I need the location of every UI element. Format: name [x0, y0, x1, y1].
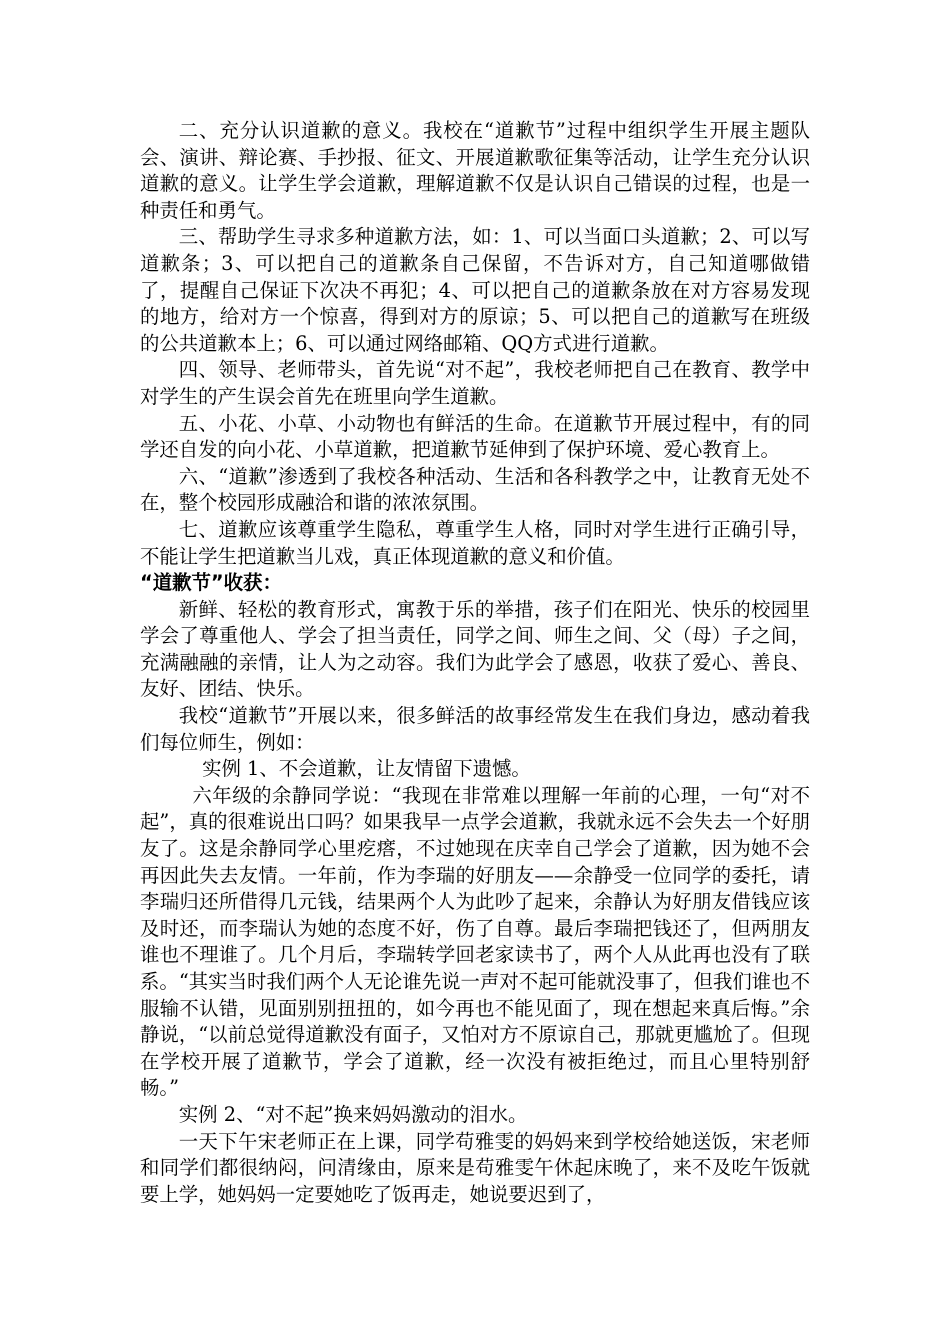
- example-1-title: 实例 1、不会道歉，让友情留下遗憾。: [202, 757, 531, 781]
- paragraph-point-7: 七、道歉应该尊重学生隐私，尊重学生人格，同时对学生进行正确引导，不能让学生把道歉当儿戏，真正体现道歉的意义和价值。: [140, 517, 810, 568]
- example-1-body: 六年级的余静同学说：“我现在非常难以理解一年前的心理，一句“对不起”，真的很难说出口吗？如果我早一点学会道歉，我就永远不会失去一个好朋友了。这是余静同学心里疙瘩，不过她现在庆幸自己学会了道歉，因为她不会再因此失去友情。一年前，作为李瑞的好朋友——余静受一位同学的委托，请李瑞归还所借得几元钱，结果两个人为此吵了起来，余静认为好朋友借钱应该及时还，而李瑞认为她的态度不好，伤了自尊。最后李瑞把钱还了，但两朋友谁也不理谁了。几个月后，李瑞转学回老家读书了，两个人从此再也没有了联系。“其实当时我们两个人无论谁先说一声对不起可能就没事了，但我们谁也不服输不认错，见面别别扭扭的，如今再也不能见面了，现在想起来真后悔。”余静说，“以前总觉得道歉没有面子，又怕对方不原谅自己，那就更尴尬了。但现在学校开展了道歉节，学会了道歉，经一次没有被拒绝过，而且心里特别舒畅。”: [140, 783, 810, 1100]
- paragraph-point-3: 三、帮助学生寻求多种道歉方法，如：1、可以当面口头道歉；2、可以写道歉条；3、可以把自己的道歉条自己保留，不告诉对方，自己知道哪做错了，提醒自己保证下次决不再犯；4、可以把自己的道歉条放在对方容易发现的地方，给对方一个惊喜，得到对方的原谅；5、可以把自己的道歉写在班级的公共道歉本上；6、可以通过网络邮箱、QQ方式进行道歉。: [140, 225, 810, 355]
- paragraph-point-4: 四、领导、老师带头，首先说“对不起”，我校老师把自己在教育、教学中对学生的产生误会首先在班里向学生道歉。: [140, 358, 810, 408]
- example-2-title: 实例 2、“对不起”换来妈妈激动的泪水。: [178, 1102, 528, 1126]
- paragraph-harvest-2: 我校“道歉节”开展以来，很多鲜活的故事经常发生在我们身边，感动着我们每位师生，例如：: [140, 704, 810, 754]
- section-heading-harvest: “道歉节”收获：: [140, 571, 282, 595]
- example-2-body: 一天下午宋老师正在上课，同学苟雅雯的妈妈来到学校给她送饭，宋老师和同学们都很纳闷，问清缘由，原来是苟雅雯午休起床晚了，来不及吃午饭就要上学，她妈妈一定要她吃了饭再走，她说要迟到了，: [140, 1129, 810, 1206]
- paragraph-point-5: 五、小花、小草、小动物也有鲜活的生命。在道歉节开展过程中，有的同学还自发的向小花、小草道歉，把道歉节延伸到了保护环境、爱心教育上。: [140, 411, 810, 462]
- document-page: [140, 118, 810, 1208]
- paragraph-point-2: 二、充分认识道歉的意义。我校在“道歉节”过程中组织学生开展主题队会、演讲、辩论赛、手抄报、征文、开展道歉歌征集等活动，让学生充分认识道歉的意义。让学生学会道歉，理解道歉不仅是认识自己错误的过程，也是一种责任和勇气。: [140, 119, 810, 222]
- paragraph-harvest-1: 新鲜、轻松的教育形式，寓教于乐的举措，孩子们在阳光、快乐的校园里学会了尊重他人、学会了担当责任，同学之间、师生之间、父（母）子之间，充满融融的亲情，让人为之动容。我们为此学会了感恩，收获了爱心、善良、友好、团结、快乐。: [140, 597, 810, 701]
- paragraph-point-6: 六、“道歉”渗透到了我校各种活动、生活和各科教学之中，让教育无处不在，整个校园形成融洽和谐的浓浓氛围。: [140, 464, 810, 515]
